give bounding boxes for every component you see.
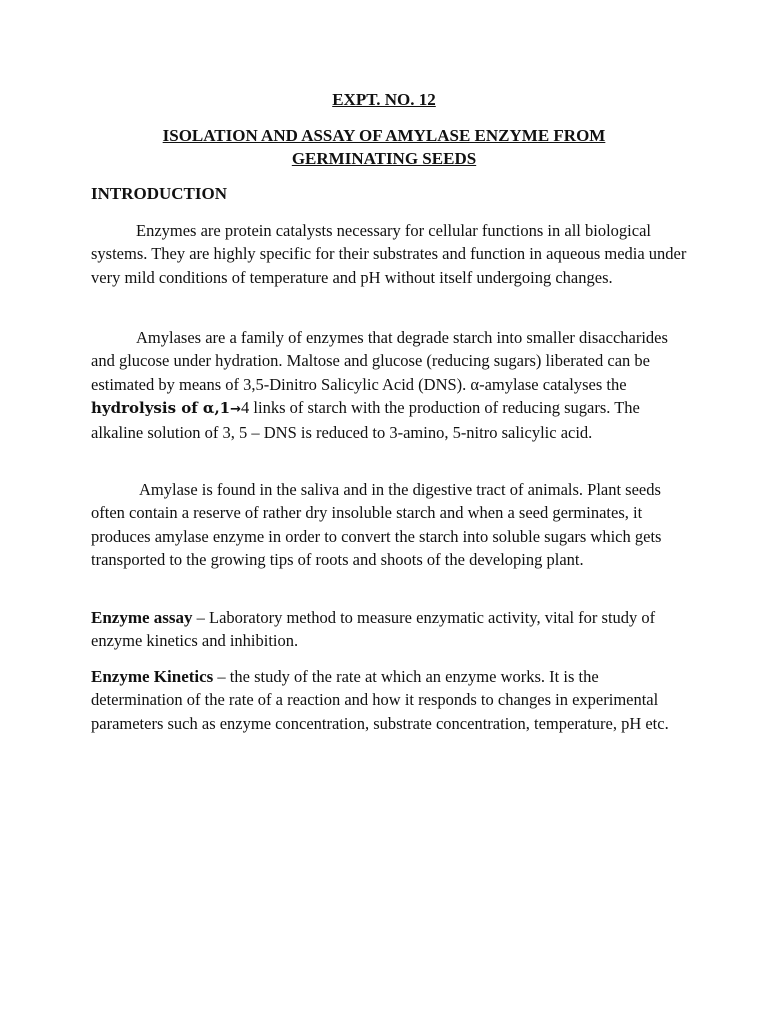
enzyme-assay-definition: – Laboratory method to measure enzymatic activity, vital for study of enzyme kinetics and inhibition.	[91, 608, 656, 651]
intro-paragraph-amylase-source-text: Amylase is found in the saliva and in the digestive tract of animals. Plant seeds often contain a reserve of rather dry insoluble starch and when a seed germinates, it produces amylase enzyme in order to convert the starch into soluble sugars which gets transported to the growing tips of roots and shoots of the developing plant.	[91, 480, 662, 569]
document-title: ISOLATION AND ASSAY OF AMYLASE ENZYME FROM GERMINATING SEEDS	[162, 126, 606, 168]
experiment-number: EXPT. NO. 12	[332, 90, 436, 109]
enzyme-kinetics-definition: – the study of the rate at which an enzyme works. It is the determination of the rate of a reaction and how it responds to changes in experimental parameters such as enzyme concentration, substrate concentration, temperature, pH etc.	[91, 667, 669, 733]
enzyme-assay-term: Enzyme assay	[91, 608, 193, 627]
introduction-heading: INTRODUCTION	[91, 184, 228, 203]
enzyme-kinetics-term: Enzyme Kinetics	[91, 667, 214, 686]
hydrolysis-bold-text: hydrolysis of α,1	[91, 398, 231, 417]
definition-enzyme-kinetics	[91, 665, 691, 735]
intro-paragraph-amylase-source	[91, 478, 691, 571]
intro-paragraph-amylases	[91, 326, 691, 444]
amylases-text-part2: 4 links of starch with the production of reducing sugars. The alkaline solution of 3, 5 – DNS is reduced to 3-amino, 5-nitro salicylic acid.	[91, 397, 640, 443]
right-arrow-icon: →	[230, 401, 242, 417]
intro-paragraph-enzymes	[91, 219, 691, 289]
amylases-text-part1: Amylases are a family of enzymes that degrade starch into smaller disaccharides and glucose under hydration. Maltose and glucose (reducing sugars) liberated can be estimated by means of 3,5-Dinitro Salicylic Acid (DNS). α-amylase catalyses the	[91, 328, 668, 394]
definition-enzyme-assay	[91, 606, 691, 653]
intro-paragraph-enzymes-text: Enzymes are protein catalysts necessary for cellular functions in all biological systems. They are highly specific for their substrates and function in aqueous media under very mild conditions of temperature and pH without itself undergoing changes.	[91, 221, 687, 287]
